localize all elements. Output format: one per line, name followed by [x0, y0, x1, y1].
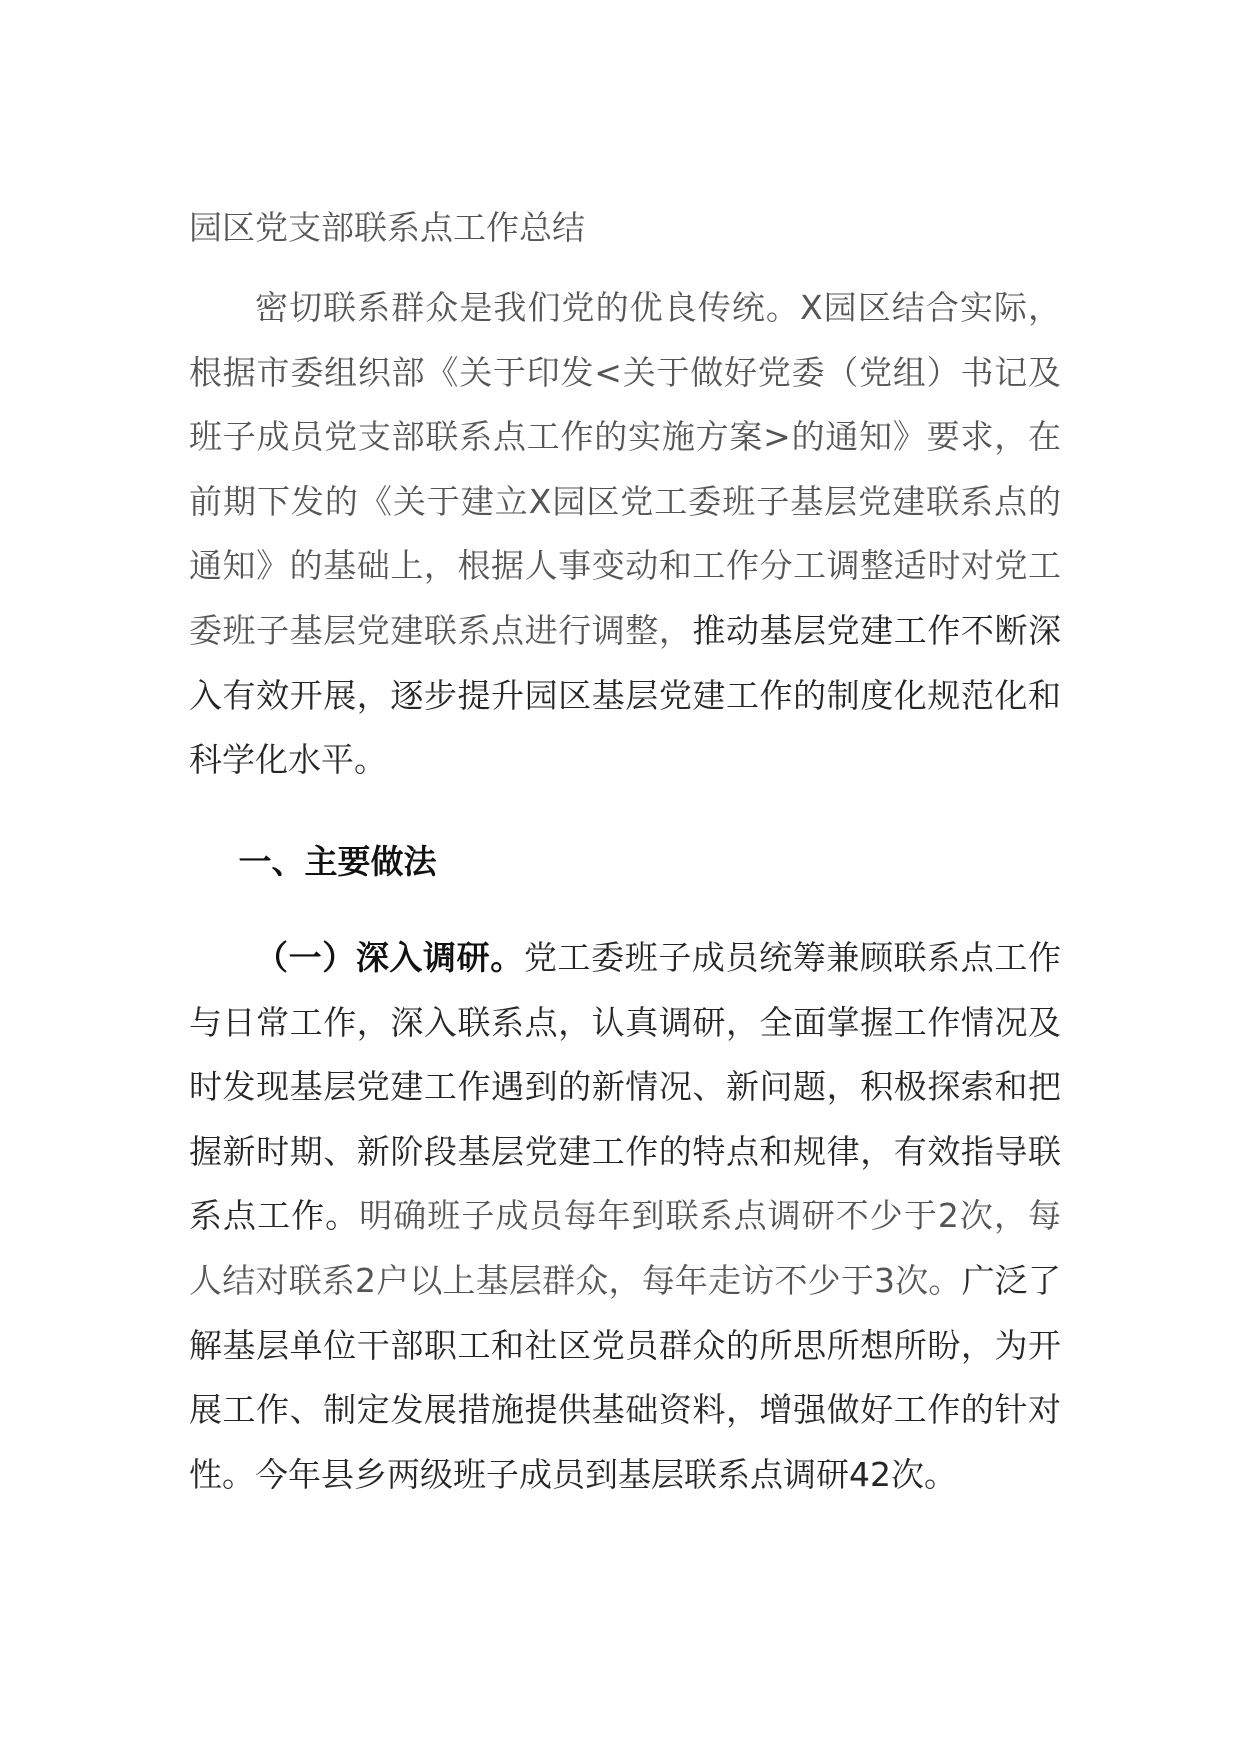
section1-item1-paragraph [189, 926, 1061, 1507]
intro-text-part2: 推动基层党建工作不断深入有效开展，逐步提升园区基层党建工作的制度化规范化和科学化水平。 [189, 610, 1062, 780]
document-title: 园区党支部联系点工作总结 [189, 208, 585, 247]
intro-text-part1: 密切联系群众是我们党的优良传统。X园区结合实际，根据市委组织部《关于印发<关于做好党委（党组）书记及班子成员党支部联系点工作的实施方案>的通知》要求，在前期下发的《关于建立X园区党工委班子基层党建联系点的通知》的基础上，根据人事变动和工作分工调整适时对党工委班子基层党建联系点进行调整， [189, 288, 1061, 650]
item1-text-part2: 明确班子成员每年到联系点调研不少于2次，每人结对联系2户以上基层群众，每年走访不少于3次。 [189, 1196, 1061, 1300]
item1-lead: （一）深入调研。 [255, 938, 524, 977]
item1-text-part3: 广泛了解基层单位干部职工和社区党员群众的所思所想所盼，为开展工作、制定发展措施提供基础资料，增强做好工作的针对性。今年县乡两级班子成员到基层联系点调研42次。 [189, 1260, 1061, 1494]
item1-text-part1: 党工委班子成员统筹兼顾联系点工作与日常工作，深入联系点，认真调研，全面掌握工作情况及时发现基层党建工作遇到的新情况、新问题，积极探索和把握新时期、新阶段基层党建工作的特点和规律，有效指导联系点工作。 [189, 938, 1062, 1236]
section-heading: 一、主要做法 [238, 842, 437, 881]
intro-paragraph [189, 276, 1061, 793]
